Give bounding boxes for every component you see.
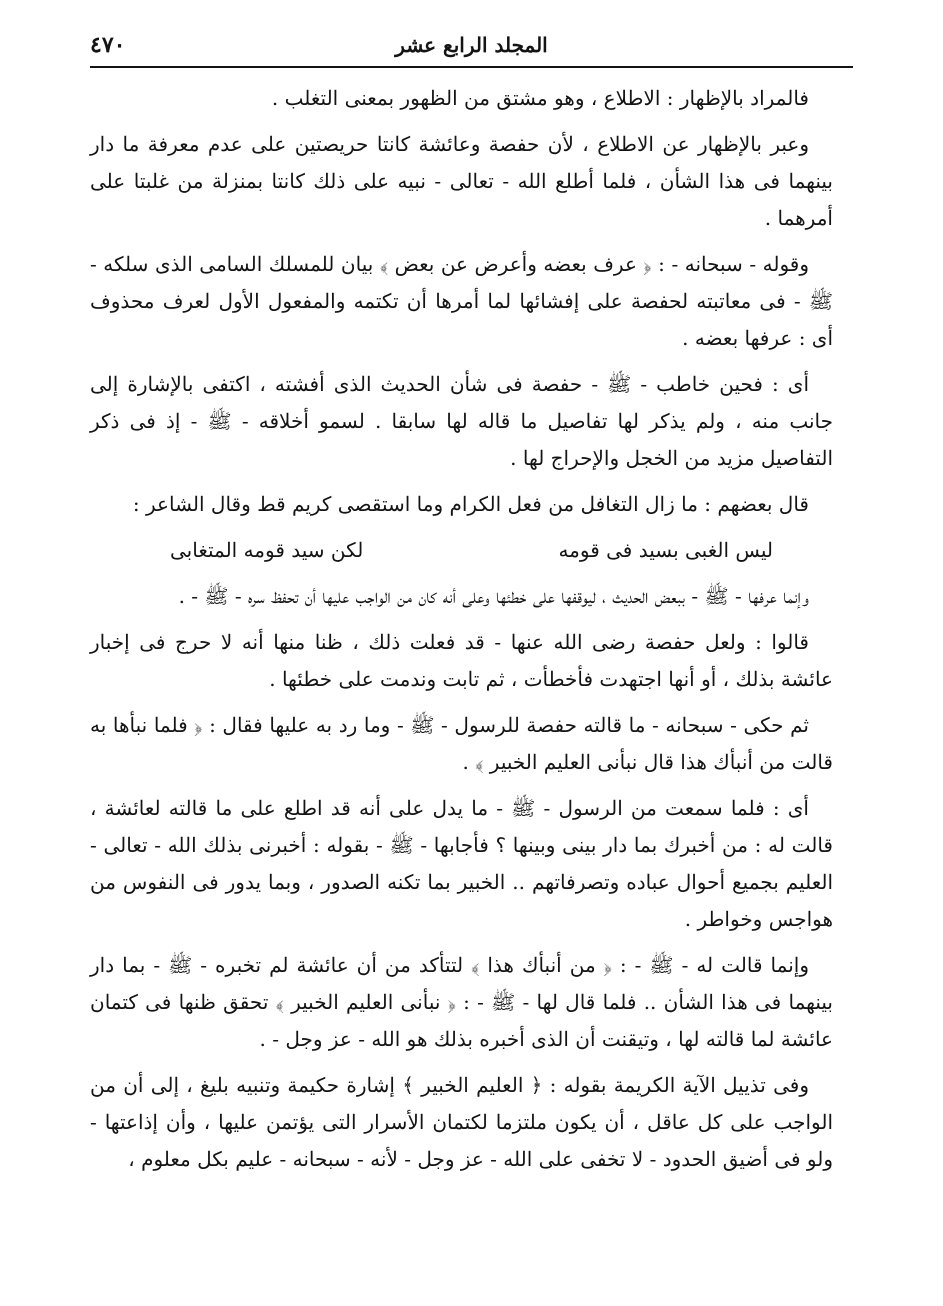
header-divider: [90, 66, 853, 68]
paragraph: قال بعضهم : ما زال التغافل من فعل الكرام وما استقصى كريم قط وقال الشاعر :: [132, 492, 809, 516]
paragraph: فالمراد بالإظهار : الاطلاع ، وهو مشتق من الظهور بمعنى التغلب .: [271, 86, 809, 110]
page-number: ٤٧٠: [90, 32, 126, 58]
running-title: المجلد الرابع عشر: [395, 33, 548, 57]
page-body: [90, 80, 833, 1187]
paragraph: وعبر بالإظهار عن الاطلاع ، لأن حفصة وعائشة كانتا حريصتين على عدم معرفة ما دار بينهما فى هذا الشأن ، فلما أطلع الله - تعالى - نبيه على ذلك كانتا بمنزلة من غلبتا على أمرهما .: [90, 132, 833, 230]
paragraph: ثم حكى - سبحانه - ما قالته حفصة للرسول - ﷺ - وما رد به عليها فقال : ﴿ فلما نبأها به قالت من أنبأك هذا قال نبأنى العليم الخبير ﴾ .: [90, 713, 833, 774]
paragraph: وإنما قالت له - ﷺ - : ﴿ من أنبأك هذا ﴾ لتتأكد من أن عائشة لم تخبره - ﷺ - بما دار بينهما فى هذا الشأن .. فلما قال لها - ﷺ - : ﴿ نبأنى العليم الخبير ﴾ تحقق ظنها فى كتمان عائشة لما قالته لها ، وتيقنت أن الذى أخبره بذلك هو الله - عز وجل - .: [90, 953, 833, 1051]
poetry-verse: [90, 532, 833, 569]
page-header: [90, 28, 853, 62]
paragraph: وقوله - سبحانه - : ﴿ عرف بعضه وأعرض عن بعض ﴾ بيان للمسلك السامى الذى سلكه - ﷺ - فى معاتبته لحفصة على إفشائها لما أمرها أن تكتمه والمفعول الأول لعرف محذوف أى : عرفها بعضه .: [90, 252, 833, 350]
paragraph: أى : فلما سمعت من الرسول - ﷺ - ما يدل على أنه قد اطلع على ما قالته لعائشة ، قالت له : من أخبرك بما دار بينى وبينها ؟ فأجابها - ﷺ - بقوله : أخبرنى بذلك الله - تعالى - العليم بجميع أحوال عباده وتصرفاتهم .. الخبير بما تكنه الصدور ، وبما يدور فى النفوس من هواجس وخواطر .: [90, 796, 833, 931]
paragraph: أى : فحين خاطب - ﷺ - حفصة فى شأن الحديث الذى أفشته ، اكتفى بالإشارة إلى جانب منه ، ولم يذكر لها تفاصيل ما قاله لها سابقا . لسمو أخلاقه - ﷺ - إذ فى ذكر التفاصيل مزيد من الخجل والإحراج لها .: [90, 372, 833, 470]
paragraph: وإنما عرفها - ﷺ - ببعض الحديث ، ليوقفها على خطئها وعلى أنه كان من الواجب عليها أن تحفظ سره - ﷺ - .: [178, 584, 809, 608]
verse-hemistich-first: ليس الغبى بسيد فى قومه: [558, 538, 773, 562]
verse-hemistich-second: لكن سيد قومه المتغابى: [170, 538, 364, 562]
paragraph: قالوا : ولعل حفصة رضى الله عنها - قد فعلت ذلك ، ظنا منها أنه لا حرج فى إخبار عائشة بذلك ، أو أنها اجتهدت فأخطأت ، ثم تابت وندمت على خطئها .: [90, 630, 833, 691]
paragraph: وفى تذييل الآية الكريمة بقوله : ﴿ العليم الخبير ﴾ إشارة حكيمة وتنبيه بليغ ، إلى أن من الواجب على كل عاقل ، أن يكون ملتزما لكتمان الأسرار التى يؤتمن عليها ، وأن إذاعتها - ولو فى أضيق الحدود - لا تخفى على الله - عز وجل - لأنه - سبحانه - عليم بكل معلوم ،: [90, 1073, 833, 1171]
